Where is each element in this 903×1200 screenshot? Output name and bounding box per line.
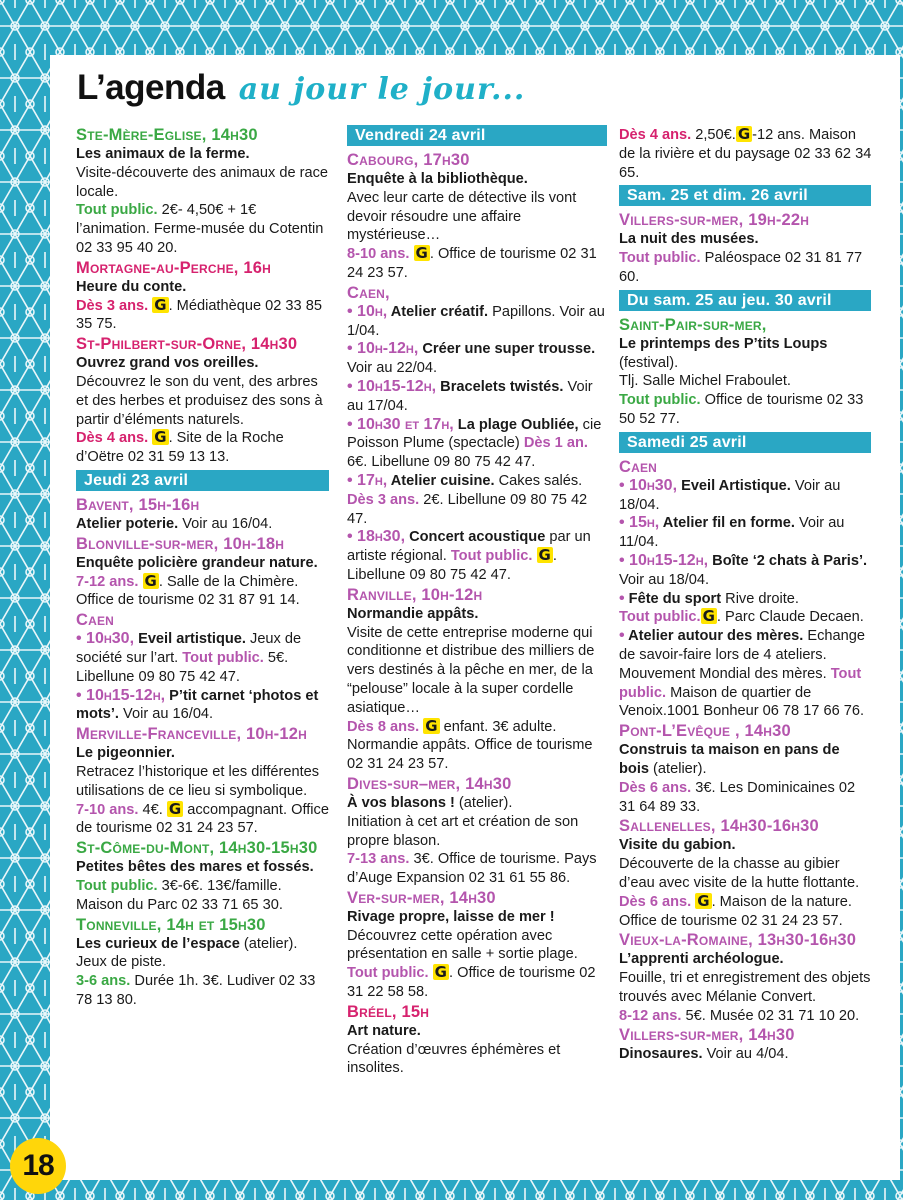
event-title: Boîte ‘2 chats à Paris’. — [708, 552, 868, 569]
event-line — [76, 687, 330, 725]
agenda-entry — [76, 335, 330, 467]
audience-label: Dès 3 ans. — [347, 491, 420, 508]
audience-label: Dès 4 ans. — [76, 430, 149, 447]
event-title: À vos blasons ! — [347, 794, 455, 811]
event-line — [76, 145, 330, 164]
event-title: Bracelets twistés. — [436, 378, 564, 395]
g-free-badge-icon: G — [538, 546, 551, 565]
event-line — [347, 1041, 607, 1079]
event-location-time: Pont-L’Evêque , 14h30 — [619, 722, 791, 741]
column-3 — [619, 126, 873, 1065]
audience-label: Tout public. — [450, 548, 533, 565]
event-text: par un artiste régional. — [347, 529, 591, 565]
event-location-time: St-Philbert-sur-Orne, 14h30 — [76, 335, 298, 354]
event-text: Rive droite. — [721, 590, 799, 607]
event-line — [347, 624, 607, 718]
event-line — [76, 573, 330, 611]
agenda-entry — [76, 839, 330, 914]
event-text: Initiation à cet art et création de son propre blason. — [347, 813, 579, 849]
event-text: 6€. Libellune 09 80 75 42 47. — [347, 454, 536, 471]
event-text: 4€. — [138, 801, 167, 818]
session-time: • 10h30, — [619, 476, 678, 494]
event-location-time: Sallenelles, 14h30-16h30 — [619, 817, 819, 836]
event-text: Avec leur carte de détective ils vont devoir résoudre une affaire mystérieuse… — [347, 189, 577, 244]
session-time: • — [619, 589, 625, 607]
event-location-time: Caen — [619, 457, 658, 476]
event-line — [619, 855, 873, 893]
event-title: La plage Oubliée, — [453, 416, 579, 433]
audience-label: 7-10 ans. — [76, 801, 139, 818]
event-location-time: Ver-sur-mer, 14h30 — [347, 888, 496, 907]
session-time: • 10h, — [347, 302, 388, 320]
event-line — [619, 1045, 873, 1064]
event-title: Atelier créatif. — [387, 303, 489, 320]
event-line — [619, 230, 873, 249]
event-title: Le printemps des P’tits Loups — [619, 335, 828, 352]
event-title: L’apprenti archéologue. — [619, 951, 784, 968]
event-text: . Parc Claude Decaen. — [716, 609, 864, 626]
event-text — [409, 246, 413, 262]
event-location-time: St-Côme-du-Mont, 14h30-15h30 — [76, 839, 318, 858]
audience-label: Dès 3 ans. — [76, 297, 149, 314]
agenda-entry — [347, 889, 607, 1002]
event-location-time: Ranville, 10h-12h — [347, 585, 483, 604]
event-location-time: Bréel, 15h — [347, 1002, 430, 1021]
event-title: Fête du sport — [624, 590, 722, 607]
session-time: • 18h30, — [347, 528, 406, 546]
agenda-entry — [347, 284, 607, 585]
audience-label: Tout public. — [619, 250, 701, 267]
audience-label: Tout public. — [619, 392, 701, 409]
event-text: Voir au 18/04. — [619, 477, 841, 513]
event-text: Durée 1h. 3€. Ludiver 02 33 78 13 80. — [76, 973, 316, 1008]
event-line — [76, 877, 330, 915]
agenda-entry — [76, 535, 330, 610]
event-text — [138, 574, 142, 590]
event-text: 2,50€. — [691, 127, 736, 143]
event-line — [619, 779, 873, 817]
event-text: Voir au 16/04. — [178, 515, 273, 532]
event-location-time: Vieux-la-Romaine, 13h30-16h30 — [619, 931, 857, 950]
event-line — [76, 763, 330, 801]
event-text: Voir au 4/04. — [702, 1046, 789, 1063]
agenda-entry — [347, 151, 607, 283]
event-text: 3€. Les Dominicaines 02 31 64 89 33. — [619, 779, 856, 815]
audience-label: Tout public. — [182, 649, 264, 666]
g-free-badge-icon: G — [144, 571, 157, 590]
event-line — [347, 528, 607, 584]
event-text: enfant. 3€ adulte. Normandie appâts. Office de tourisme 02 31 24 23 57. — [347, 718, 593, 773]
column-2 — [347, 126, 607, 1079]
event-line — [76, 164, 330, 202]
event-title: Atelier fil en forme. — [659, 515, 795, 532]
event-line — [347, 964, 607, 1002]
event-line — [619, 126, 873, 182]
event-line — [76, 858, 330, 877]
session-time: • 10h30, — [76, 630, 135, 648]
audience-label: 7-12 ans. — [76, 573, 139, 590]
event-text: . Office de tourisme 02 31 24 23 57. — [347, 246, 597, 281]
audience-label: 8-10 ans. — [347, 246, 410, 263]
event-title: Construis ta maison en pans de bois — [619, 742, 840, 777]
event-text: Office de tourisme 02 33 50 52 77. — [619, 392, 864, 427]
g-free-badge-icon: G — [702, 607, 715, 626]
event-text: Création d’œuvres éphémères et insolites. — [347, 1041, 561, 1077]
agenda-entry — [347, 775, 607, 888]
audience-label: Dès 4 ans. — [619, 127, 692, 143]
event-title: P’tit carnet ‘photos et mots’. — [76, 687, 319, 723]
event-title: Art nature. — [347, 1022, 421, 1039]
agenda-entry — [619, 1026, 873, 1064]
event-title: Heure du conte. — [76, 278, 187, 295]
event-line — [76, 935, 330, 973]
event-line — [619, 249, 873, 287]
event-text: 2€. Libellune 09 80 75 42 47. — [347, 491, 588, 527]
event-line — [347, 1022, 607, 1041]
event-text: (festival). — [619, 354, 679, 371]
g-free-badge-icon: G — [154, 295, 167, 314]
session-time: • — [619, 627, 625, 645]
audience-label: 7-13 ans. — [347, 851, 410, 868]
session-time: • 15h, — [619, 514, 660, 532]
agenda-entry — [76, 916, 330, 1010]
event-line — [347, 908, 607, 927]
event-line — [76, 744, 330, 763]
event-line — [347, 718, 607, 774]
event-line — [619, 1007, 873, 1026]
event-text: Retracez l’historique et les différentes utilisations de ce lieu si symbolique. — [76, 763, 320, 799]
agenda-entry — [76, 259, 330, 334]
event-line — [76, 801, 330, 839]
g-free-badge-icon: G — [168, 799, 182, 818]
agenda-entry — [76, 496, 330, 534]
event-location-time: Blonville-sur-mer, 10h-18h — [76, 534, 285, 553]
event-line — [619, 590, 873, 609]
event-line — [347, 340, 607, 378]
audience-label: 8-12 ans. — [619, 1007, 682, 1024]
event-text: Maison de quartier de Venoix.1001 Bonheur 06 78 17 66 76. — [619, 684, 865, 720]
event-location-time: Dives-sur–mer, 14h30 — [347, 774, 512, 793]
g-free-badge-icon: G — [737, 125, 751, 143]
title-script: au jour le jour... — [238, 72, 526, 107]
event-text: Découverte de la chasse au gibier d’eau avec visite de la hutte flottante. — [619, 856, 860, 891]
event-line — [347, 303, 607, 341]
event-line — [619, 608, 873, 627]
event-title: Atelier autour des mères. — [624, 628, 804, 645]
session-time: • 10h15-12h, — [76, 686, 166, 704]
event-location-time: Saint-Pair-sur-mer, — [619, 315, 767, 334]
event-text: 2€- 4,50€ + 1€ l’animation. Ferme-musée du Cotentin 02 33 95 40 20. — [76, 202, 324, 256]
event-title: Visite du gabion. — [619, 837, 736, 854]
event-line — [76, 554, 330, 573]
event-title: Les curieux de l’espace — [76, 935, 240, 952]
event-title: Atelier poterie. — [76, 515, 179, 532]
event-text: Tlj. Salle Michel Fraboulet. — [619, 373, 791, 390]
event-text: Voir au 16/04. — [118, 706, 214, 723]
day-header: Jeudi 23 avril — [76, 470, 329, 491]
event-text: . Office de tourisme 02 31 22 58 58. — [347, 965, 596, 1001]
event-line — [347, 245, 607, 283]
event-title: Petites bêtes des mares et fossés. — [76, 859, 314, 876]
event-title: Dinosaures. — [619, 1046, 703, 1063]
audience-label: Dès 6 ans. — [619, 779, 692, 796]
event-line — [619, 969, 873, 1007]
event-location-time: Merville-Franceville, 10h-12h — [76, 725, 307, 744]
event-line — [347, 189, 607, 245]
event-location-time: Villers-sur-mer, 14h30 — [619, 1026, 795, 1045]
event-text: Visite-découverte des animaux de race locale. — [76, 164, 329, 200]
agenda-entry — [619, 316, 873, 429]
agenda-entry — [76, 611, 330, 724]
event-text: Voir au 18/04. — [619, 571, 710, 588]
agenda-entry — [76, 725, 330, 838]
event-title: Enquête à la bibliothèque. — [347, 171, 528, 187]
session-time: • 10h-12h, — [347, 340, 419, 358]
event-title: La nuit des musées. — [619, 231, 759, 248]
event-line — [76, 373, 330, 429]
agenda-entry — [347, 586, 607, 774]
agenda-entry — [619, 931, 873, 1025]
event-line — [76, 515, 330, 534]
session-time: • 17h, — [347, 471, 388, 489]
event-title: Créer une super trousse. — [418, 341, 596, 358]
agenda-entry — [619, 817, 873, 930]
agenda-entry — [76, 126, 330, 258]
event-title: Concert acoustique — [405, 529, 546, 546]
event-line — [619, 372, 873, 391]
column-1 — [76, 126, 330, 1011]
event-location-time: Bavent, 15h-16h — [76, 495, 200, 514]
event-line — [347, 472, 607, 528]
event-location-time: Caen, — [347, 283, 390, 302]
event-text: . Libellune 09 80 75 42 47. — [347, 548, 557, 583]
event-text: Fouille, tri et enregistrement des objets trouvés avec Mélanie Convert. — [619, 970, 871, 1005]
event-location-time: Mortagne-au-Perche, 16h — [76, 258, 271, 277]
agenda-entry — [619, 458, 873, 721]
event-title: Normandie appâts. — [347, 605, 479, 622]
event-text: Visite de cette entreprise moderne qui conditionne et distribue des milliers de vers destinés à la pêche en mer, de la “pelouse” locale à la super cordelle asiatique… — [347, 624, 595, 716]
event-line — [619, 950, 873, 969]
event-line — [76, 354, 330, 373]
session-time: • 10h30 et 17h, — [347, 415, 454, 433]
event-text: Voir au 22/04. — [347, 360, 438, 377]
event-line — [619, 552, 873, 590]
event-line — [347, 605, 607, 624]
event-location-time: Ste-Mère-Eglise, 14h30 — [76, 126, 258, 144]
agenda-entry — [347, 1003, 607, 1078]
page-number: 18 — [22, 1149, 54, 1182]
event-text: (atelier). — [454, 794, 513, 811]
event-title: Les animaux de la ferme. — [76, 146, 250, 162]
g-free-badge-icon: G — [415, 244, 428, 263]
audience-label: Tout public. — [619, 609, 701, 626]
page-title — [77, 68, 525, 108]
event-line — [347, 850, 607, 888]
audience-label: Tout public. — [76, 202, 158, 219]
g-free-badge-icon: G — [425, 716, 438, 735]
event-location-time: Villers-sur-mer, 19h-22h — [619, 211, 810, 230]
event-text: Cakes salés. — [494, 472, 583, 489]
agenda-entry — [619, 126, 873, 182]
event-text: Découvrez cette opération avec présentation en salle + sortie plage. — [347, 927, 578, 963]
g-free-badge-icon: G — [434, 963, 447, 982]
event-location-time: Tonneville, 14h et 15h30 — [76, 915, 266, 934]
audience-label: Dès 1 an. — [523, 435, 588, 452]
event-title: Le pigeonnier. — [76, 745, 175, 762]
agenda-entry — [619, 722, 873, 816]
session-time: • 10h15-12h, — [347, 377, 437, 395]
event-title: Eveil artistique. — [134, 631, 246, 648]
event-line — [347, 794, 607, 813]
event-line — [76, 278, 330, 297]
event-text: cie Poisson Plume (spectacle) — [347, 416, 602, 452]
event-text: (atelier). — [649, 760, 707, 777]
event-line — [619, 477, 873, 515]
event-line — [76, 630, 330, 686]
event-text: 3€. Office de tourisme. Pays d’Auge Expansion 02 31 61 55 86. — [347, 851, 597, 887]
event-title: Atelier cuisine. — [387, 472, 495, 489]
event-line — [619, 391, 873, 429]
event-line — [347, 416, 607, 472]
day-header: Vendredi 24 avril — [347, 125, 607, 146]
event-line — [619, 627, 873, 721]
agenda-entry — [619, 211, 873, 286]
event-title: Eveil Artistique. — [677, 477, 791, 494]
event-text: Découvrez le son du vent, des arbres et des herbes et produisez des sons à partir d’éléments naturels. — [76, 373, 323, 428]
day-header: Sam. 25 et dim. 26 avril — [619, 185, 871, 206]
event-line — [347, 170, 607, 189]
audience-label: Tout public. — [76, 877, 158, 894]
audience-label: 3-6 ans. — [76, 973, 131, 990]
event-line — [619, 893, 873, 931]
event-text: 5€. Musée 02 31 71 10 20. — [681, 1007, 860, 1024]
event-line — [347, 927, 607, 965]
event-text: . Médiathèque 02 33 85 35 75. — [76, 297, 322, 333]
event-text: Papillons. Voir au 1/04. — [347, 303, 605, 339]
audience-label: Tout public. — [347, 965, 429, 982]
event-text: . Salle de la Chimère. Office de tourisme 02 31 87 91 14. — [76, 573, 300, 609]
event-text: Paléospace 02 31 81 77 60. — [619, 250, 863, 285]
event-line — [76, 297, 330, 335]
event-location-time: Cabourg, 17h30 — [347, 151, 470, 169]
event-text: (atelier). Jeux de piste. — [76, 935, 298, 971]
event-title: Enquête policière grandeur nature. — [76, 554, 318, 571]
event-line — [76, 972, 330, 1010]
event-text: Jeux de société sur l’art. — [76, 631, 302, 666]
event-title: Ouvrez grand vos oreilles. — [76, 355, 259, 372]
event-line — [76, 201, 330, 257]
event-line — [347, 378, 607, 416]
event-text: . Site de la Roche d’Oëtre 02 31 59 13 13. — [76, 430, 284, 466]
event-line — [619, 741, 873, 779]
event-text — [532, 548, 536, 564]
event-line — [76, 429, 330, 467]
g-free-badge-icon: G — [697, 891, 710, 910]
audience-label: Tout public. — [619, 665, 862, 701]
audience-label: Dès 6 ans. — [619, 893, 692, 910]
day-header: Samedi 25 avril — [619, 432, 871, 453]
event-text: Voir au 11/04. — [619, 515, 845, 551]
event-text: . Maison de la nature. Office de tourisme 02 31 24 23 57. — [619, 893, 852, 929]
audience-label: Dès 8 ans. — [347, 718, 420, 735]
event-text: accompagnant. Office de tourisme 02 31 24 23 57. — [76, 801, 329, 837]
event-title: Rivage propre, laisse de mer ! — [347, 908, 555, 925]
event-text: -12 ans. Maison de la rivière et du paysage 02 33 62 34 65. — [619, 127, 872, 181]
day-header: Du sam. 25 au jeu. 30 avril — [619, 290, 871, 311]
session-time: • 10h15-12h, — [619, 551, 709, 569]
event-text: 3€-6€. 13€/famille. Maison du Parc 02 33 71 65 30. — [76, 877, 283, 913]
title-main: L’agenda — [77, 68, 225, 107]
g-free-badge-icon: G — [154, 428, 167, 447]
event-text: Voir au 17/04. — [347, 378, 593, 414]
event-text: 5€. Libellune 09 80 75 42 47. — [76, 649, 289, 685]
event-line — [619, 335, 873, 373]
event-location-time: Caen — [76, 611, 115, 630]
page-number-badge — [10, 1138, 66, 1194]
event-text: Echange de savoir-faire lors de 4 ateliers. Mouvement Mondial des mères. — [619, 628, 865, 682]
event-line — [619, 514, 873, 552]
event-line — [619, 836, 873, 855]
event-line — [347, 813, 607, 851]
